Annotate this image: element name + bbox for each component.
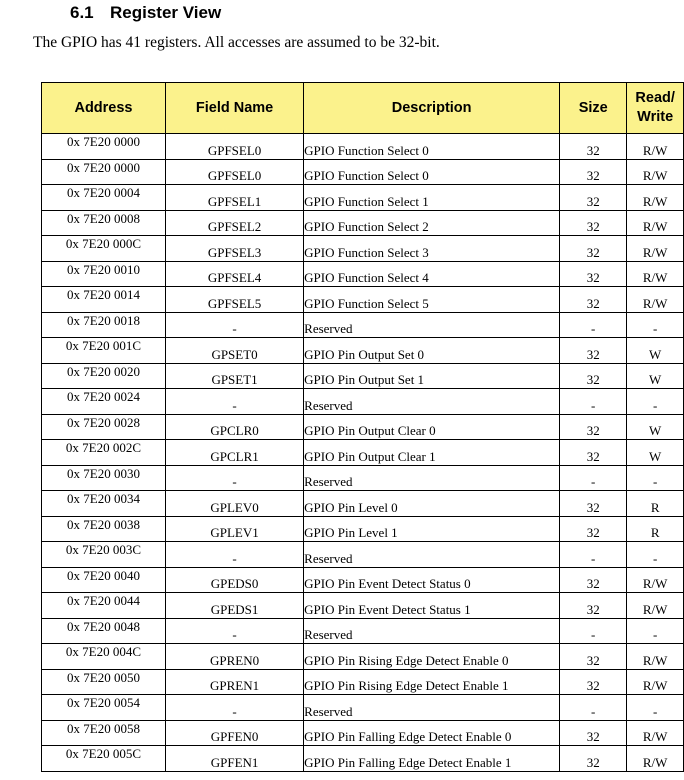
table-row	[42, 695, 684, 721]
read-write-cell: W	[627, 363, 684, 389]
table-row	[42, 440, 684, 466]
table-row	[42, 516, 684, 542]
address-cell: 0x 7E20 004C	[42, 644, 166, 670]
size-cell: 32	[560, 338, 627, 364]
table-row	[42, 363, 684, 389]
address-cell: 0x 7E20 0034	[42, 491, 166, 517]
address-cell: 0x 7E20 0058	[42, 720, 166, 746]
description-cell: GPIO Pin Level 1	[304, 516, 560, 542]
description-cell: Reserved	[304, 465, 560, 491]
size-cell: -	[560, 312, 627, 338]
field-name-cell: GPREN1	[165, 669, 303, 695]
field-name-cell: GPEDS0	[165, 567, 303, 593]
description-cell: GPIO Pin Output Clear 1	[304, 440, 560, 466]
description-cell: GPIO Function Select 4	[304, 261, 560, 287]
address-cell: 0x 7E20 0038	[42, 516, 166, 542]
table-row	[42, 465, 684, 491]
field-name-cell: GPFSEL0	[165, 159, 303, 185]
read-write-cell: R/W	[627, 261, 684, 287]
address-cell: 0x 7E20 0048	[42, 618, 166, 644]
address-cell: 0x 7E20 0028	[42, 414, 166, 440]
field-name-cell: GPFSEL4	[165, 261, 303, 287]
register-table	[41, 82, 684, 772]
size-cell: 32	[560, 746, 627, 772]
size-cell: 32	[560, 414, 627, 440]
read-write-cell: R/W	[627, 159, 684, 185]
description-cell: GPIO Function Select 5	[304, 287, 560, 313]
size-cell: 32	[560, 210, 627, 236]
field-name-cell: -	[165, 542, 303, 568]
header-size: Size	[560, 83, 627, 134]
read-write-cell: R	[627, 491, 684, 517]
field-name-cell: GPLEV1	[165, 516, 303, 542]
read-write-cell: -	[627, 312, 684, 338]
description-cell: Reserved	[304, 618, 560, 644]
field-name-cell: GPFEN0	[165, 720, 303, 746]
description-cell: GPIO Function Select 0	[304, 134, 560, 160]
field-name-cell: -	[165, 618, 303, 644]
description-cell: GPIO Pin Falling Edge Detect Enable 1	[304, 746, 560, 772]
table-row	[42, 567, 684, 593]
table-row	[42, 644, 684, 670]
description-cell: GPIO Pin Event Detect Status 1	[304, 593, 560, 619]
field-name-cell: -	[165, 465, 303, 491]
field-name-cell: GPFSEL2	[165, 210, 303, 236]
address-cell: 0x 7E20 002C	[42, 440, 166, 466]
description-cell: GPIO Pin Falling Edge Detect Enable 0	[304, 720, 560, 746]
table-row	[42, 261, 684, 287]
table-row	[42, 236, 684, 262]
field-name-cell: GPCLR1	[165, 440, 303, 466]
field-name-cell: -	[165, 312, 303, 338]
header-address: Address	[42, 83, 166, 134]
table-row	[42, 312, 684, 338]
read-write-cell: R/W	[627, 236, 684, 262]
address-cell: 0x 7E20 0030	[42, 465, 166, 491]
read-write-cell: R/W	[627, 185, 684, 211]
field-name-cell: GPFSEL3	[165, 236, 303, 262]
description-cell: GPIO Pin Level 0	[304, 491, 560, 517]
address-cell: 0x 7E20 0010	[42, 261, 166, 287]
size-cell: 32	[560, 669, 627, 695]
table-row	[42, 287, 684, 313]
read-write-cell: -	[627, 695, 684, 721]
header-description: Description	[304, 83, 560, 134]
description-cell: GPIO Pin Output Clear 0	[304, 414, 560, 440]
size-cell: -	[560, 389, 627, 415]
section-title: Register View	[110, 3, 222, 22]
size-cell: -	[560, 542, 627, 568]
address-cell: 0x 7E20 003C	[42, 542, 166, 568]
address-cell: 0x 7E20 0014	[42, 287, 166, 313]
field-name-cell: GPCLR0	[165, 414, 303, 440]
address-cell: 0x 7E20 0054	[42, 695, 166, 721]
read-write-cell: W	[627, 414, 684, 440]
header-rw-line2: Write	[637, 109, 674, 125]
read-write-cell: -	[627, 389, 684, 415]
size-cell: 32	[560, 644, 627, 670]
size-cell: 32	[560, 185, 627, 211]
table-row	[42, 210, 684, 236]
table-row	[42, 746, 684, 772]
table-row	[42, 542, 684, 568]
read-write-cell: W	[627, 338, 684, 364]
table-row	[42, 491, 684, 517]
intro-paragraph: The GPIO has 41 registers. All accesses are assumed to be 32-bit.	[33, 34, 440, 51]
read-write-cell: R/W	[627, 567, 684, 593]
field-name-cell: GPSET1	[165, 363, 303, 389]
size-cell: 32	[560, 491, 627, 517]
size-cell: -	[560, 695, 627, 721]
table-row	[42, 414, 684, 440]
read-write-cell: R/W	[627, 669, 684, 695]
address-cell: 0x 7E20 000C	[42, 236, 166, 262]
description-cell: GPIO Function Select 0	[304, 159, 560, 185]
read-write-cell: W	[627, 440, 684, 466]
description-cell: GPIO Pin Rising Edge Detect Enable 0	[304, 644, 560, 670]
field-name-cell: GPREN0	[165, 644, 303, 670]
read-write-cell: R/W	[627, 644, 684, 670]
size-cell: 32	[560, 567, 627, 593]
read-write-cell: R/W	[627, 287, 684, 313]
table-row	[42, 338, 684, 364]
read-write-cell: -	[627, 618, 684, 644]
description-cell: GPIO Pin Rising Edge Detect Enable 1	[304, 669, 560, 695]
address-cell: 0x 7E20 0000	[42, 134, 166, 160]
address-cell: 0x 7E20 0024	[42, 389, 166, 415]
address-cell: 0x 7E20 005C	[42, 746, 166, 772]
header-rw-line1: Read/	[635, 90, 675, 106]
size-cell: 32	[560, 159, 627, 185]
size-cell: 32	[560, 236, 627, 262]
read-write-cell: R/W	[627, 210, 684, 236]
table-row	[42, 185, 684, 211]
read-write-cell: -	[627, 542, 684, 568]
description-cell: Reserved	[304, 389, 560, 415]
address-cell: 0x 7E20 0004	[42, 185, 166, 211]
address-cell: 0x 7E20 0044	[42, 593, 166, 619]
section-heading	[70, 3, 221, 23]
field-name-cell: GPFSEL1	[165, 185, 303, 211]
address-cell: 0x 7E20 0050	[42, 669, 166, 695]
section-number: 6.1	[70, 3, 94, 22]
description-cell: GPIO Function Select 2	[304, 210, 560, 236]
table-row	[42, 720, 684, 746]
size-cell: -	[560, 618, 627, 644]
header-field-name: Field Name	[165, 83, 303, 134]
table-row	[42, 159, 684, 185]
field-name-cell: -	[165, 389, 303, 415]
field-name-cell: GPEDS1	[165, 593, 303, 619]
description-cell: GPIO Pin Output Set 0	[304, 338, 560, 364]
field-name-cell: -	[165, 695, 303, 721]
table-row	[42, 593, 684, 619]
address-cell: 0x 7E20 001C	[42, 338, 166, 364]
description-cell: GPIO Pin Event Detect Status 0	[304, 567, 560, 593]
address-cell: 0x 7E20 0008	[42, 210, 166, 236]
description-cell: GPIO Function Select 1	[304, 185, 560, 211]
description-cell: Reserved	[304, 542, 560, 568]
address-cell: 0x 7E20 0020	[42, 363, 166, 389]
address-cell: 0x 7E20 0000	[42, 159, 166, 185]
size-cell: 32	[560, 516, 627, 542]
table-row	[42, 389, 684, 415]
size-cell: 32	[560, 363, 627, 389]
table-row	[42, 618, 684, 644]
header-read-write	[627, 83, 684, 134]
read-write-cell: R/W	[627, 720, 684, 746]
description-cell: Reserved	[304, 312, 560, 338]
description-cell: GPIO Function Select 3	[304, 236, 560, 262]
size-cell: -	[560, 465, 627, 491]
description-cell: Reserved	[304, 695, 560, 721]
table-row	[42, 669, 684, 695]
size-cell: 32	[560, 287, 627, 313]
read-write-cell: R/W	[627, 134, 684, 160]
size-cell: 32	[560, 134, 627, 160]
field-name-cell: GPLEV0	[165, 491, 303, 517]
read-write-cell: R/W	[627, 593, 684, 619]
description-cell: GPIO Pin Output Set 1	[304, 363, 560, 389]
size-cell: 32	[560, 593, 627, 619]
size-cell: 32	[560, 440, 627, 466]
address-cell: 0x 7E20 0018	[42, 312, 166, 338]
header-row	[42, 83, 684, 134]
table-row	[42, 134, 684, 160]
register-rows	[42, 134, 684, 772]
read-write-cell: R	[627, 516, 684, 542]
address-cell: 0x 7E20 0040	[42, 567, 166, 593]
read-write-cell: R/W	[627, 746, 684, 772]
size-cell: 32	[560, 261, 627, 287]
field-name-cell: GPSET0	[165, 338, 303, 364]
field-name-cell: GPFSEL0	[165, 134, 303, 160]
field-name-cell: GPFSEL5	[165, 287, 303, 313]
field-name-cell: GPFEN1	[165, 746, 303, 772]
size-cell: 32	[560, 720, 627, 746]
read-write-cell: -	[627, 465, 684, 491]
